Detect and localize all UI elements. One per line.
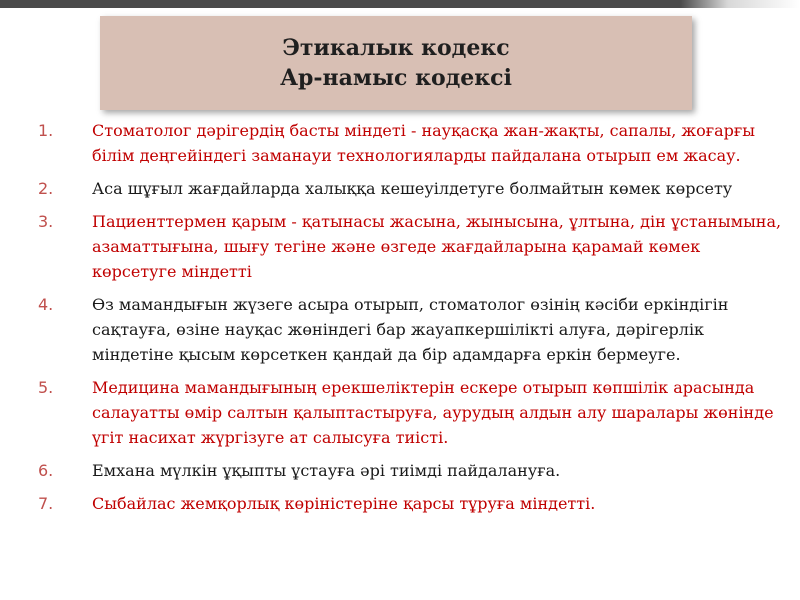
list-item <box>38 491 786 516</box>
item-number: 7. <box>38 494 54 513</box>
item-text: Емхана мүлкін ұқыпты ұстауға әрі тиімді пайдалануға. <box>92 461 561 480</box>
title-line-2: Ар-намыс кодексі <box>280 65 512 91</box>
item-text: Аса шұғыл жағдайларда халыққа кешеуілдетуге болмайтын көмек көрсету <box>92 179 733 198</box>
list-item <box>38 375 786 450</box>
item-text: Медицина мамандығының ерекшеліктерін ескере отырып көпшілік арасында салауатты өмір салтын қалыптастыруға, аурудың алдын алу шаралары жөнінде үгіт насихат жүргізуге ат салысуға тиісті. <box>92 378 774 447</box>
list-item <box>38 209 786 284</box>
top-band-fade <box>680 0 800 8</box>
item-text: Өз мамандығын жүзеге асыра отырып, стоматолог өзінің кәсіби еркіндігін сақтауға, өзіне науқас жөніндегі бар жауапкершілікті алуға, дәрігерлік міндетіне қысым көрсеткен қандай да бір адамдарға еркін бермеуге. <box>92 295 729 364</box>
item-number: 1. <box>38 121 54 140</box>
item-text: Сыбайлас жемқорлық көріністеріне қарсы тұруға міндетті. <box>92 494 596 513</box>
item-number: 6. <box>38 461 54 480</box>
title-line-1: Этикалык кодекс <box>282 35 510 61</box>
item-number: 4. <box>38 295 54 314</box>
list-item <box>38 118 786 168</box>
item-number: 5. <box>38 378 54 397</box>
item-number: 2. <box>38 179 54 198</box>
item-text: Стоматолог дәрігердің басты міндеті - науқасқа жан-жақты, сапалы, жоғарғы білім деңгейіндегі заманауи технологияларды пайдалана отырып ем жасау. <box>92 121 756 165</box>
code-list <box>38 118 786 524</box>
list-item <box>38 292 786 367</box>
list-item <box>38 176 786 201</box>
item-text: Пациенттермен қарым - қатынасы жасына, жынысына, ұлтына, дін ұстанымына, азаматтығына, шығу тегіне және өзгеде жағдайларына қарамай көмек көрсетуге міндетті <box>92 212 782 281</box>
list-item <box>38 458 786 483</box>
item-number: 3. <box>38 212 54 231</box>
title-box <box>100 16 692 110</box>
